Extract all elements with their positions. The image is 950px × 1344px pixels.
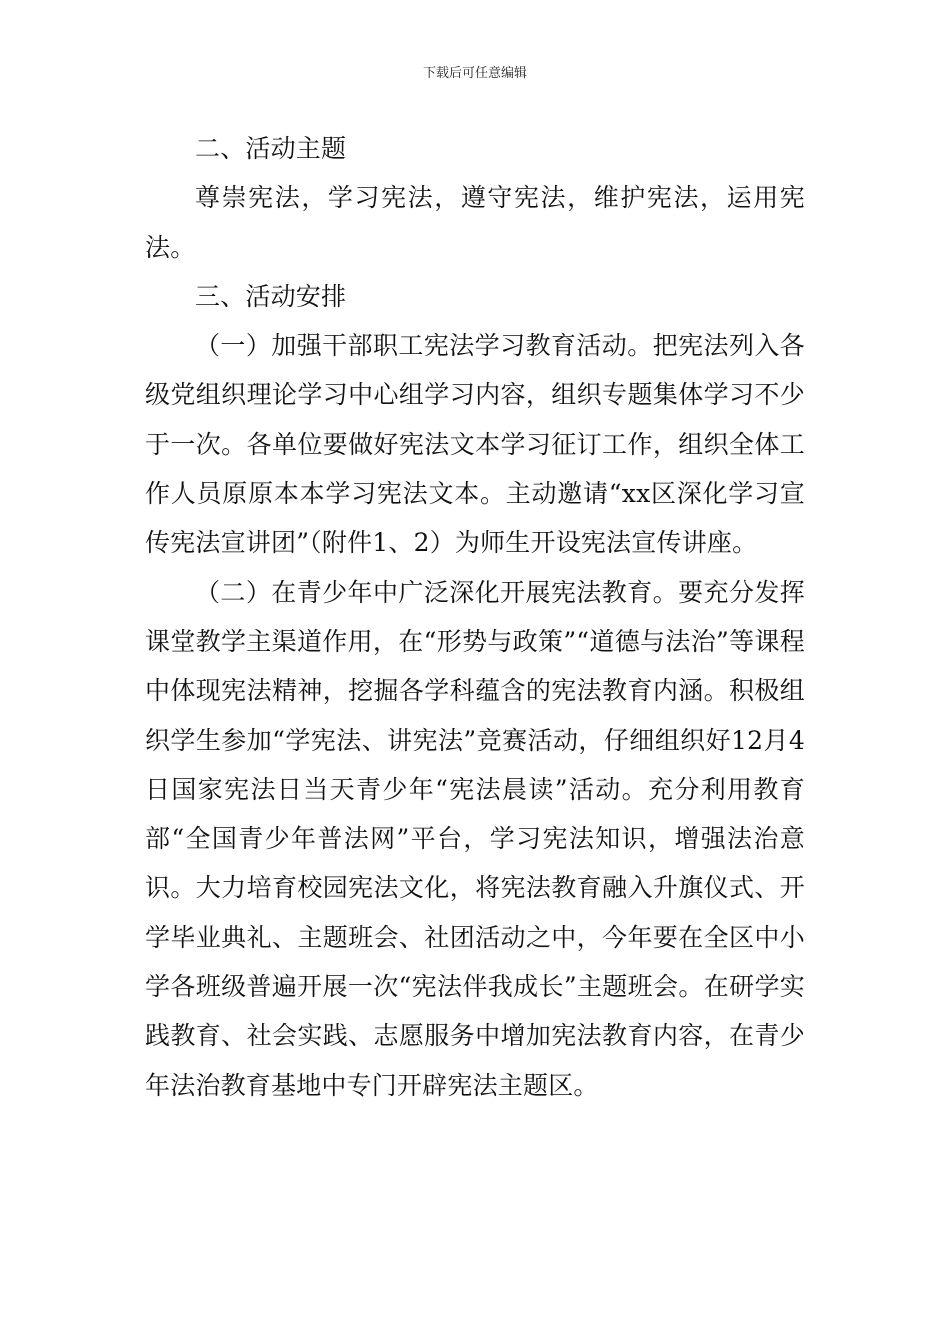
page-header: 下载后可任意编辑	[422, 66, 527, 81]
arrangement-paragraph-1: （一）加强干部职工宪法学习教育活动。把宪法列入各级党组织理论学习中心组学习内容，组织专题集体学习不少于一次。各单位要做好宪法文本学习征订工作，组织全体工作人员原原本本学习宪法文本。主动邀请“xx区深化学习宣传宪法宣讲团”（附件1、2）为师生开设宪法宣传讲座。	[145, 331, 805, 558]
section-heading-arrangement: 三、活动安排	[195, 281, 347, 311]
arrangement-paragraph-2: （二）在青少年中广泛深化开展宪法教育。要充分发挥课堂教学主渠道作用，在“形势与政策”“道德与法治”等课程中体现宪法精神，挖掘各学科蕴含的宪法教育内涵。积极组织学生参加“学宪法、讲宪法”竞赛活动，仔细组织好12月4日国家宪法日当天青少年“宪法晨读”活动。充分利用教育部“全国青少年普法网”平台，学习宪法知识，增强法治意识。大力培育校园宪法文化，将宪法教育融入升旗仪式、开学毕业典礼、主题班会、社团活动之中，今年要在全区中小学各班级普遍开展一次“宪法伴我成长”主题班会。在研学实践教育、社会实践、志愿服务中增加宪法教育内容，在青少年法治教育基地中专门开辟宪法主题区。	[145, 577, 805, 1100]
section-heading-theme: 二、活动主题	[195, 134, 347, 163]
document-body	[145, 124, 805, 1110]
theme-paragraph: 尊崇宪法，学习宪法，遵守宪法，维护宪法，运用宪法。	[145, 183, 805, 262]
